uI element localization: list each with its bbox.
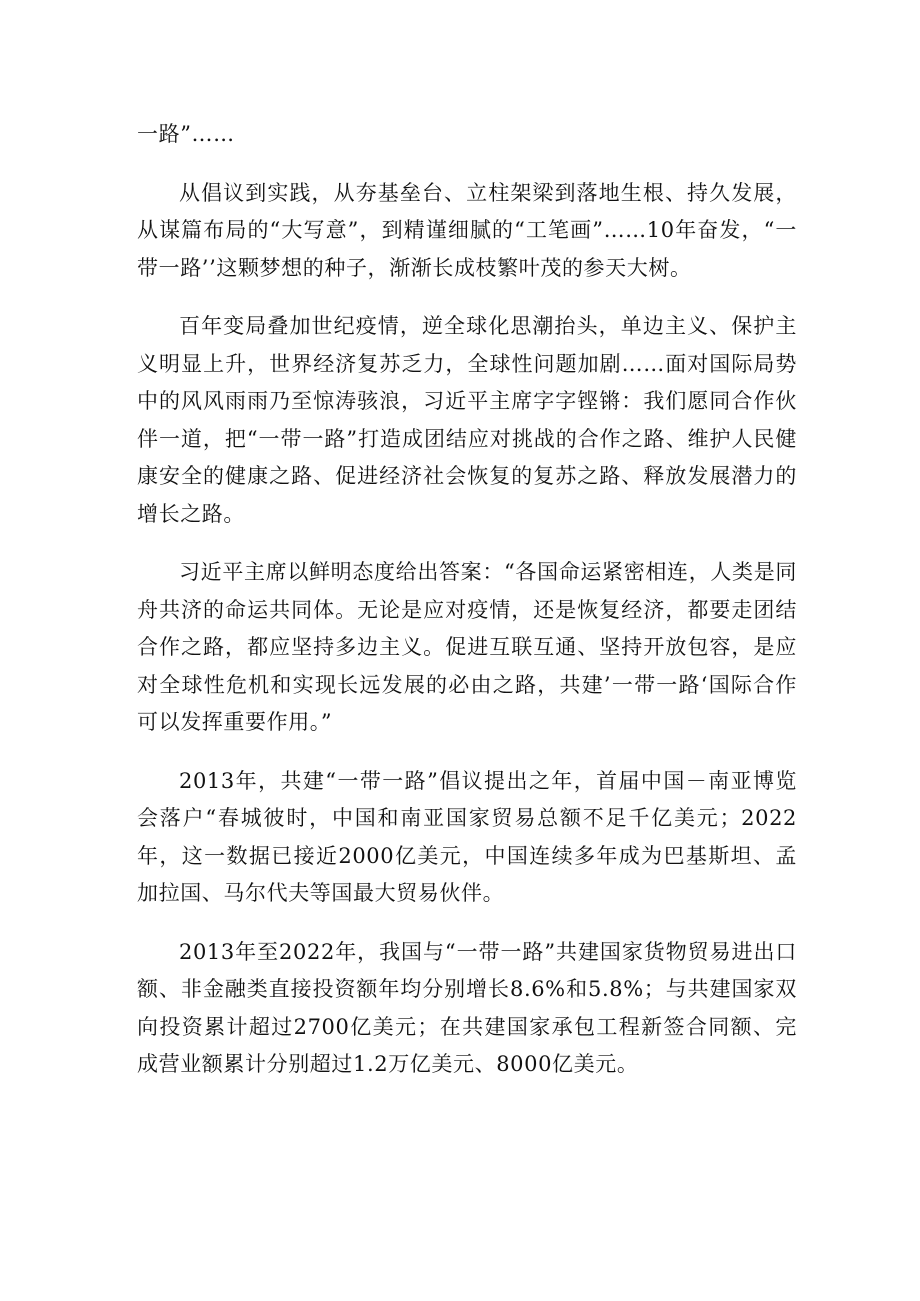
paragraph: 2013年，共建“一带一路”倡议提出之年，首届中国－南亚博览会落户“春城彼时，中国和南亚国家贸易总额不足千亿美元；2022年，这一数据已接近2000亿美元，中国连续多年成为巴基斯坦、孟加拉国、马尔代夫等国最大贸易伙伴。 xyxy=(137,768,797,905)
document-body xyxy=(137,116,797,1105)
paragraph: 百年变局叠加世纪疫情，逆全球化思潮抬头，单边主义、保护主义明显上升，世界经济复苏乏力，全球性问题加剧……面对国际局势中的风风雨雨乃至惊涛骇浪，习近平主席字字铿锵：我们愿同合作伙伴一道，把“一带一路”打造成团结应对挑战的合作之路、维护人民健康安全的健康之路、促进经济社会恢复的复苏之路、释放发展潜力的增长之路。 xyxy=(137,314,797,526)
paragraph: 从倡议到实践，从夯基垒台、立柱架梁到落地生根、持久发展，从谋篇布局的“大写意”，到精谨细腻的“工笔画”……10年奋发，“一带一路’’这颗梦想的种子，渐渐长成枝繁叶茂的参天大树。 xyxy=(137,180,797,280)
paragraph: 2013年至2022年，我国与“一带一路”共建国家货物贸易进出口额、非金融类直接投资额年均分别增长8.6%和5.8%；与共建国家双向投资累计超过2700亿美元；在共建国家承包工程新签合同额、完成营业额累计分别超过1.2万亿美元、8000亿美元。 xyxy=(137,939,797,1076)
paragraph-continued: 一路”…… xyxy=(137,122,235,146)
paragraph: 习近平主席以鲜明态度给出答案：“各国命运紧密相连，人类是同舟共济的命运共同体。无论是应对疫情，还是恢复经济，都要走团结合作之路，都应坚持多边主义。促进互联互通、坚持开放包容，是应对全球性危机和实现长远发展的必由之路，共建’一带一路‘国际合作可以发挥重要作用。” xyxy=(137,560,797,734)
